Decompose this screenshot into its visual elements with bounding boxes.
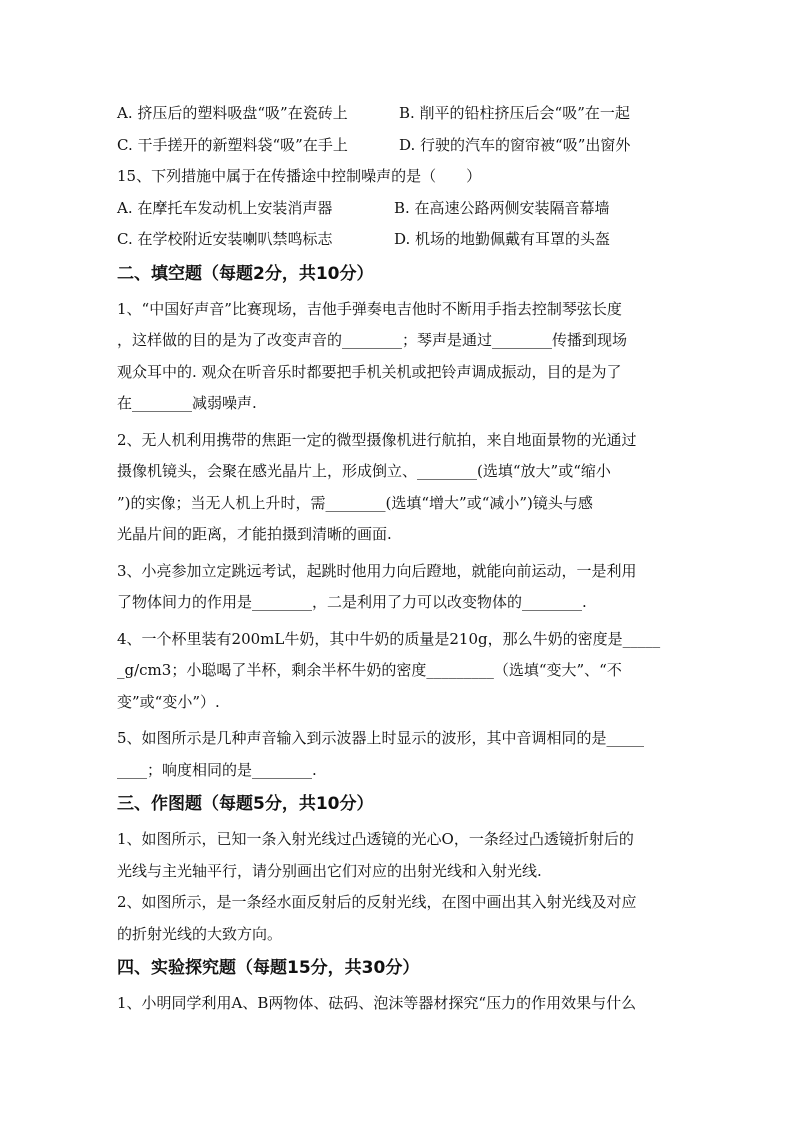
drawing-q1-line: 光线与主光轴平行，请分别画出它们对应的出射光线和入射光线. xyxy=(117,861,542,880)
q15-options-row-1 xyxy=(117,193,677,225)
fill-in-q1-line: ，这样做的目的是为了改变声音的________；琴声是通过________传播到现场 xyxy=(117,331,628,349)
fill-in-q2 xyxy=(117,425,677,551)
fill-in-q4-line: _g/cm3；小聪喝了半杯，剩余半杯牛奶的密度_________（选填“变大”、“不 xyxy=(117,661,622,679)
fill-in-q4-line: 变”或“变小”）. xyxy=(117,692,220,711)
drawing-q2-line: 的折射光线的大致方向。 xyxy=(117,924,283,943)
fill-in-q3-line: 3、小亮参加立定跳远考试，起跳时他用力向后蹬地，就能向前运动，一是利用 xyxy=(117,561,637,580)
q15-option-a: A. 在摩托车发动机上安装消声器 xyxy=(117,198,333,217)
fill-in-q5-line: ____；响度相同的是________. xyxy=(117,760,317,779)
fill-in-q5-line: 5、如图所示是几种声音输入到示波器上时显示的波形，其中音调相同的是_____ xyxy=(117,729,645,747)
drawing-q2-line: 2、如图所示，是一条经水面反射后的反射光线，在图中画出其入射光线及对应 xyxy=(117,893,637,911)
fill-in-q3-line: 了物体间力的作用是________，二是利用了力可以改变物体的________. xyxy=(117,593,587,611)
experiment-q1 xyxy=(117,988,677,1020)
fill-in-q1-line: 1、“中国好声音”比赛现场，吉他手弹奏电吉他时不断用手指去控制琴弦长度 xyxy=(117,299,622,318)
fill-in-q1-line: 在________减弱噪声. xyxy=(117,394,257,412)
drawing-q1 xyxy=(117,824,677,887)
fill-in-q4 xyxy=(117,624,677,719)
fill-in-q3 xyxy=(117,556,677,619)
q14-option-b: B. 削平的铅柱挤压后会“吸”在一起 xyxy=(399,104,630,122)
q14-option-d: D. 行驶的汽车的窗帘被“吸”出窗外 xyxy=(399,135,631,154)
fill-in-q4-line: 4、一个杯里装有200mL牛奶，其中牛奶的质量是210g，那么牛奶的密度是_____ xyxy=(117,629,661,648)
fill-in-q5 xyxy=(117,723,677,786)
q15-option-c: C. 在学校附近安装喇叭禁鸣标志 xyxy=(117,230,333,248)
fill-in-q1 xyxy=(117,294,677,420)
q14-option-a: A. 挤压后的塑料吸盘“吸”在瓷砖上 xyxy=(117,104,348,122)
fill-in-q2-line: 光晶片间的距离，才能拍摄到清晰的画面. xyxy=(117,525,392,543)
fill-in-q2-line: 2、无人机利用携带的焦距一定的微型摄像机进行航拍，来自地面景物的光通过 xyxy=(117,430,637,449)
exam-page xyxy=(117,98,677,1020)
q14-option-c: C. 干手搓开的新塑料袋“吸”在手上 xyxy=(117,135,348,154)
q15-option-d: D. 机场的地勤佩戴有耳罩的头盔 xyxy=(394,230,611,248)
q15-option-b: B. 在高速公路两侧安装隔音幕墙 xyxy=(394,198,610,217)
fill-in-q1-line: 观众耳中的. 观众在听音乐时都要把手机关机或把铃声调成振动，目的是为了 xyxy=(117,362,622,381)
q15-stem: 15、下列措施中属于在传播途中控制噪声的是（ ） xyxy=(117,167,482,185)
fill-in-q2-line: 摄像机镜头，会聚在感光晶片上，形成倒立、________(选填“放大”或“缩小 xyxy=(117,462,611,480)
q15-options-row-2 xyxy=(117,224,677,256)
section-title-drawing: 三、作图题（每题5分，共10分） xyxy=(117,794,374,814)
section-title-fill-in: 二、填空题（每题2分，共10分） xyxy=(117,263,374,284)
fill-in-q2-line: ”)的实像；当无人机上升时，需________(选填“增大”或“减小”)镜头与感 xyxy=(117,493,593,512)
q14-options-row-1 xyxy=(117,98,677,130)
drawing-q2 xyxy=(117,887,677,950)
drawing-q1-line: 1、如图所示，已知一条入射光线过凸透镜的光心O，一条经过凸透镜折射后的 xyxy=(117,830,634,848)
q14-options-row-2 xyxy=(117,130,677,162)
experiment-q1-line: 1、小明同学利用A、B两物体、砝码、泡沫等器材探究“压力的作用效果与什么 xyxy=(117,994,637,1012)
section-title-experiment: 四、实验探究题（每题15分，共30分） xyxy=(117,958,420,978)
